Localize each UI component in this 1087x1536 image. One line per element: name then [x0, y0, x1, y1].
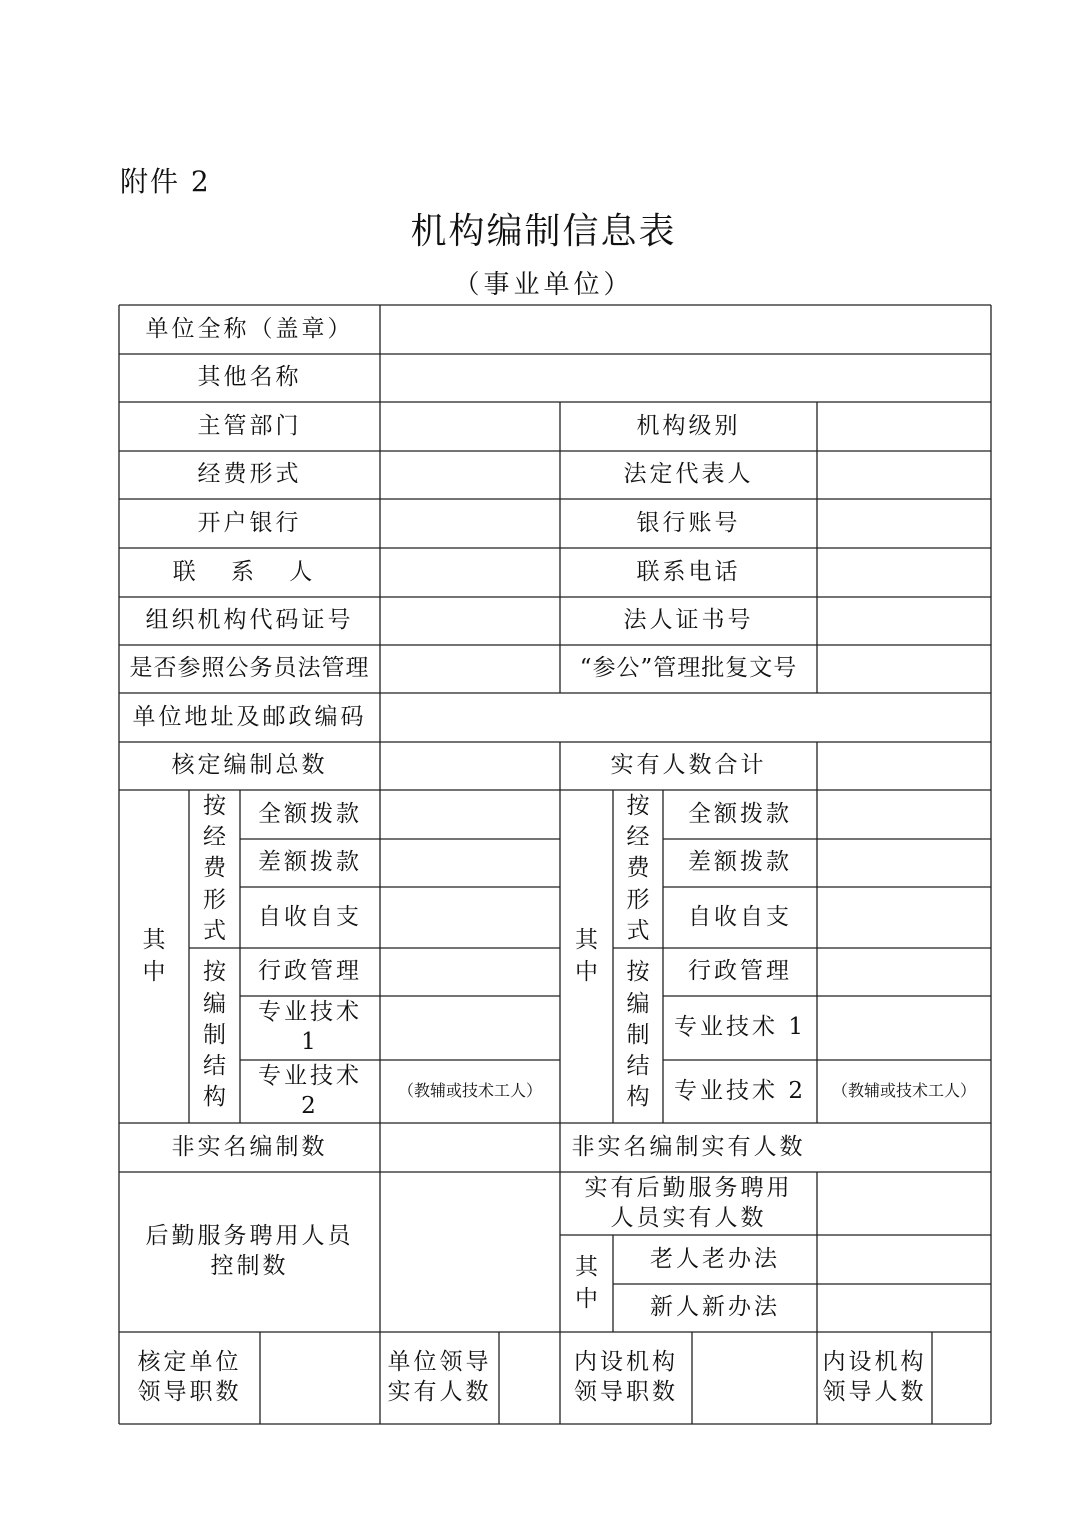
- among-left-label: 其 中: [142, 927, 166, 985]
- among-right-label: 其 中: [575, 927, 598, 985]
- bank-account-label: 银行账号: [636, 509, 741, 536]
- legal-rep-label: 法定代表人: [623, 461, 754, 488]
- tech2-right-note: （教辅或技术工人）: [831, 1081, 976, 1101]
- cert-no-label: 法人证书号: [623, 607, 754, 634]
- logistics-control-label: 后勤服务聘用人员 控制数: [145, 1223, 354, 1279]
- by-structure-right-label: 按 编 制 结 构: [626, 959, 650, 1111]
- non-real-quota-label: 非实名编制数: [171, 1133, 328, 1160]
- tech2-left-label: 专业技术 2: [258, 1062, 362, 1119]
- by-funding-left-label: 按 经 费 形 式: [203, 792, 226, 944]
- tech2-right-label: 专业技术 2: [674, 1077, 806, 1104]
- inner-posts-label: 内设机构 领导职数: [574, 1349, 678, 1405]
- supervisor-label: 主管部门: [197, 412, 302, 439]
- tech2-left-note: （教辅或技术工人）: [397, 1081, 542, 1101]
- attachment-label: 附件 2: [120, 165, 211, 198]
- other-name-label: 其他名称: [197, 364, 302, 391]
- full-name-label: 单位全称（盖章）: [145, 315, 354, 342]
- by-structure-left-label: 按 编 制 结 构: [203, 959, 226, 1111]
- self-funded-right-label: 自收自支: [688, 903, 792, 930]
- admin-left-label: 行政管理: [258, 958, 362, 985]
- ref-approval-no-label: “参公”管理批复文号: [579, 655, 798, 682]
- tech1-right-label: 专业技术 1: [674, 1014, 806, 1041]
- address-label: 单位地址及邮政编码: [132, 703, 367, 730]
- full-alloc-right-label: 全额拨款: [688, 800, 792, 827]
- among-logistics-label: 其 中: [575, 1254, 598, 1312]
- by-funding-right-label: 按 经 费 形 式: [626, 792, 650, 944]
- approved-total-label: 核定编制总数: [171, 752, 328, 779]
- admin-right-label: 行政管理: [688, 958, 792, 985]
- inner-actual-label: 内设机构 领导人数: [822, 1349, 927, 1405]
- new-method-label: 新人新办法: [650, 1294, 780, 1321]
- old-method-label: 老人老办法: [650, 1245, 780, 1272]
- leader-actual-label: 单位领导 实有人数: [387, 1349, 492, 1405]
- phone-label: 联系电话: [636, 558, 741, 585]
- civil-servant-ref-label: 是否参照公务员法管理: [129, 655, 370, 682]
- level-label: 机构级别: [636, 412, 741, 439]
- funding-form-label: 经费形式: [197, 461, 302, 488]
- logistics-actual-label: 实有后勤服务聘用 人员实有人数: [584, 1174, 793, 1231]
- tech1-left-label: 专业技术 1: [258, 999, 362, 1055]
- diff-alloc-left-label: 差额拨款: [258, 849, 362, 876]
- non-real-actual-label: 非实名编制实有人数: [571, 1133, 806, 1160]
- form-subtitle: （事业单位）: [453, 270, 634, 300]
- self-funded-left-label: 自收自支: [258, 903, 362, 930]
- diff-alloc-right-label: 差额拨款: [688, 849, 792, 876]
- leader-posts-label: 核定单位 领导职数: [137, 1349, 242, 1405]
- org-code-label: 组织机构代码证号: [145, 607, 354, 634]
- actual-total-label: 实有人数合计: [610, 752, 767, 779]
- full-alloc-left-label: 全额拨款: [258, 800, 362, 827]
- form-title: 机构编制信息表: [410, 211, 677, 252]
- contact-label: 联 系 人: [172, 558, 327, 585]
- bank-label: 开户银行: [197, 509, 302, 536]
